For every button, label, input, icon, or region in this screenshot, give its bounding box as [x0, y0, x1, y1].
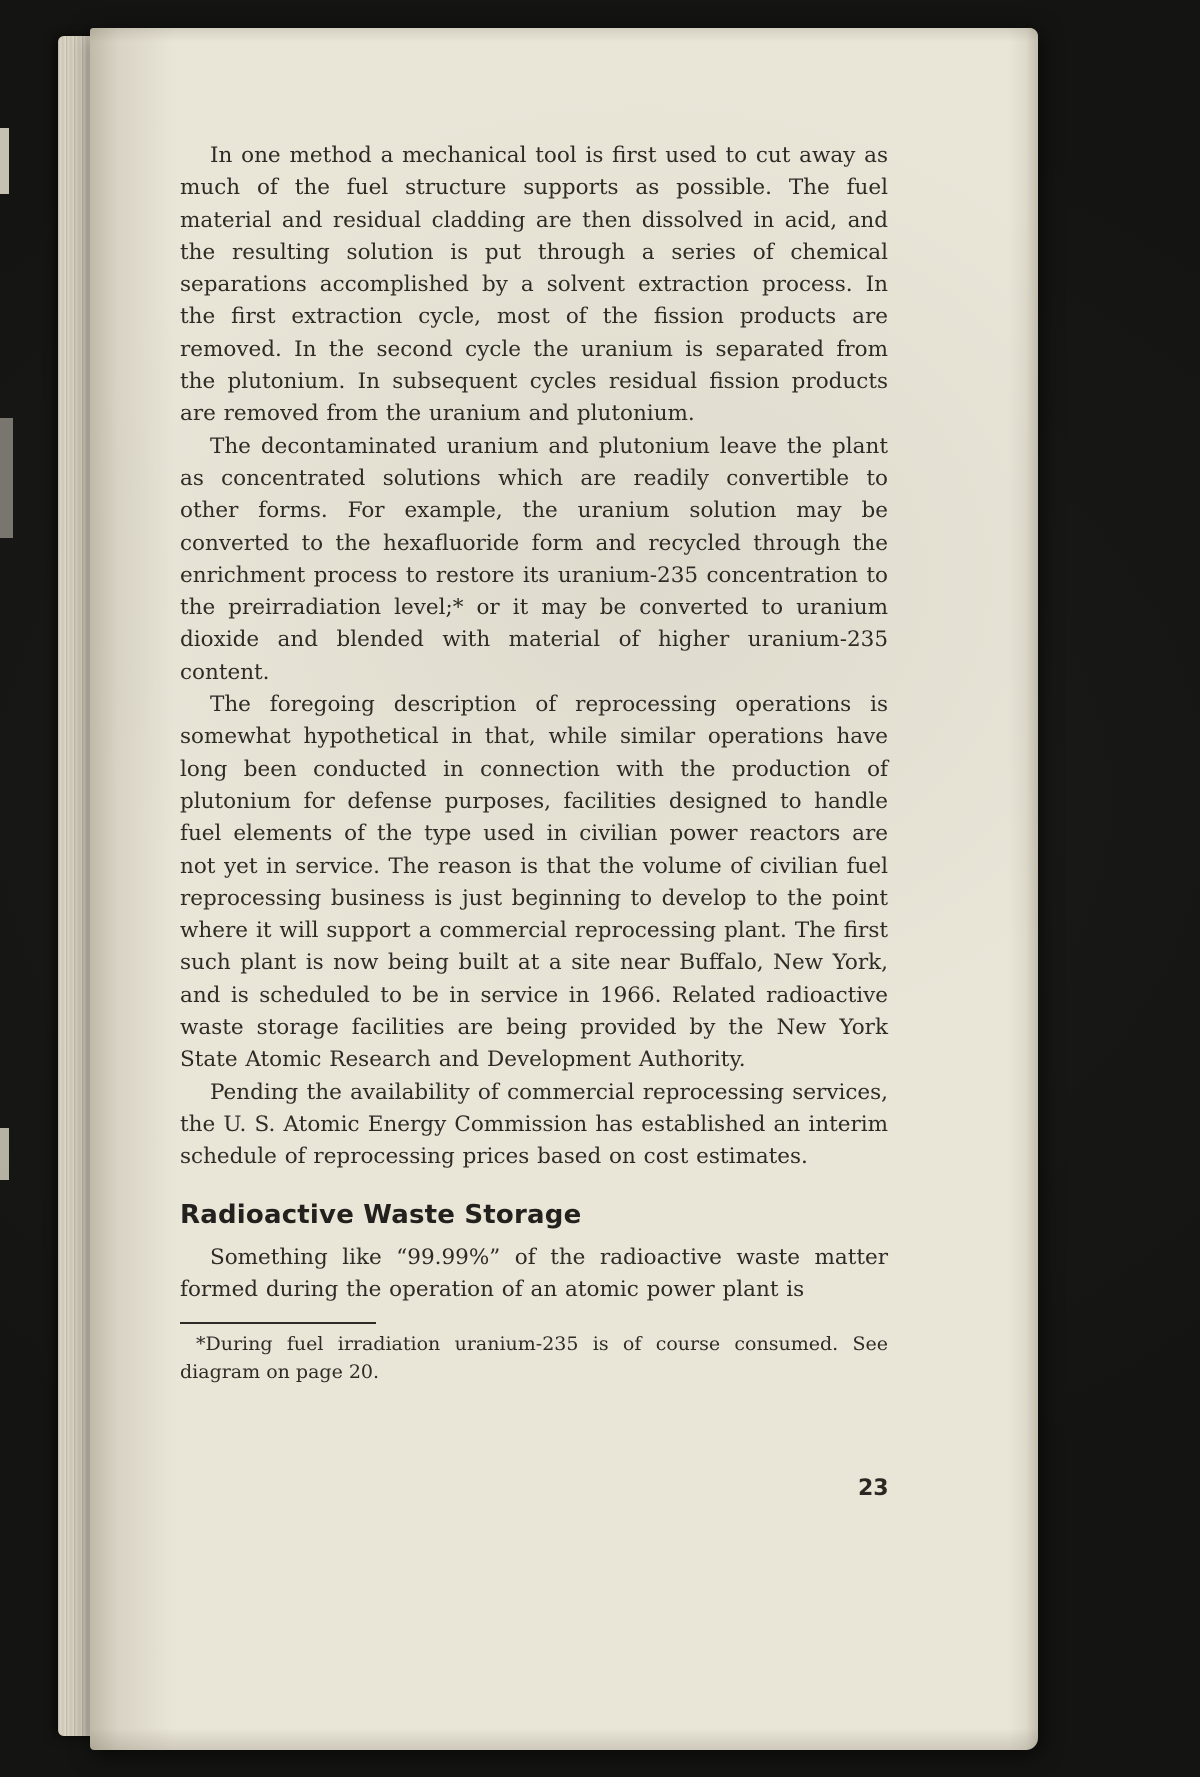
book-page	[90, 28, 1038, 1750]
body-paragraph: Pending the availability of commercial reprocessing services, the U. S. Atomic Energy Commission has established an interim schedule of reprocessing prices based on cost estimates.	[180, 1079, 888, 1170]
scan-artifact	[0, 1128, 9, 1180]
scan-artifact	[0, 128, 9, 194]
section-heading: Radioactive Waste Storage	[180, 1199, 582, 1230]
body-paragraph: The foregoing description of reprocessing operations is somewhat hypothetical in that, while similar operations have long been conducted in connection with the production of plutonium for defense purposes, facilities designed to handle fuel elements of the type used in civilian power reactors are not yet in service. The reason is that the volume of civilian fuel reprocessing business is just beginning to develop to the point where it will support a commercial reprocessing plant. The first such plant is now being built at a site near Buffalo, New York, and is scheduled to be in service in 1966. Related radioactive waste storage facilities are being provided by the New York State Atomic Research and Development Authority.	[180, 692, 888, 1073]
footnote-text: *During fuel irradiation uranium-235 is of course consumed. See diagram on page 20.	[180, 1333, 888, 1383]
footnote-rule	[180, 1322, 376, 1324]
footnote	[180, 1322, 888, 1386]
body-paragraph: In one method a mechanical tool is first used to cut away as much of the fuel structure supports as possible. The fuel material and residual cladding are then dissolved in acid, and the resulting solution is put through a series of chemical separations accomplished by a solvent extraction process. In the first extraction cycle, most of the fission products are removed. In the second cycle the uranium is separated from the plutonium. In subsequent cycles residual fission products are removed from the uranium and plutonium.	[180, 143, 888, 427]
text-column	[180, 140, 888, 1386]
body-paragraph: Something like “99.99%” of the radioactive waste matter formed during the operation of an atomic power plant is	[180, 1244, 888, 1302]
page-number: 23	[858, 1476, 889, 1501]
body-paragraph: The decontaminated uranium and plutonium leave the plant as concentrated solutions which are readily convertible to other forms. For example, the uranium solution may be converted to the hexafluoride form and recycled through the enrichment process to restore its uranium-235 concentration to the preirradiation level;* or it may be converted to uranium dioxide and blended with material of higher uranium-235 content.	[180, 433, 888, 685]
scan-artifact	[0, 418, 13, 538]
